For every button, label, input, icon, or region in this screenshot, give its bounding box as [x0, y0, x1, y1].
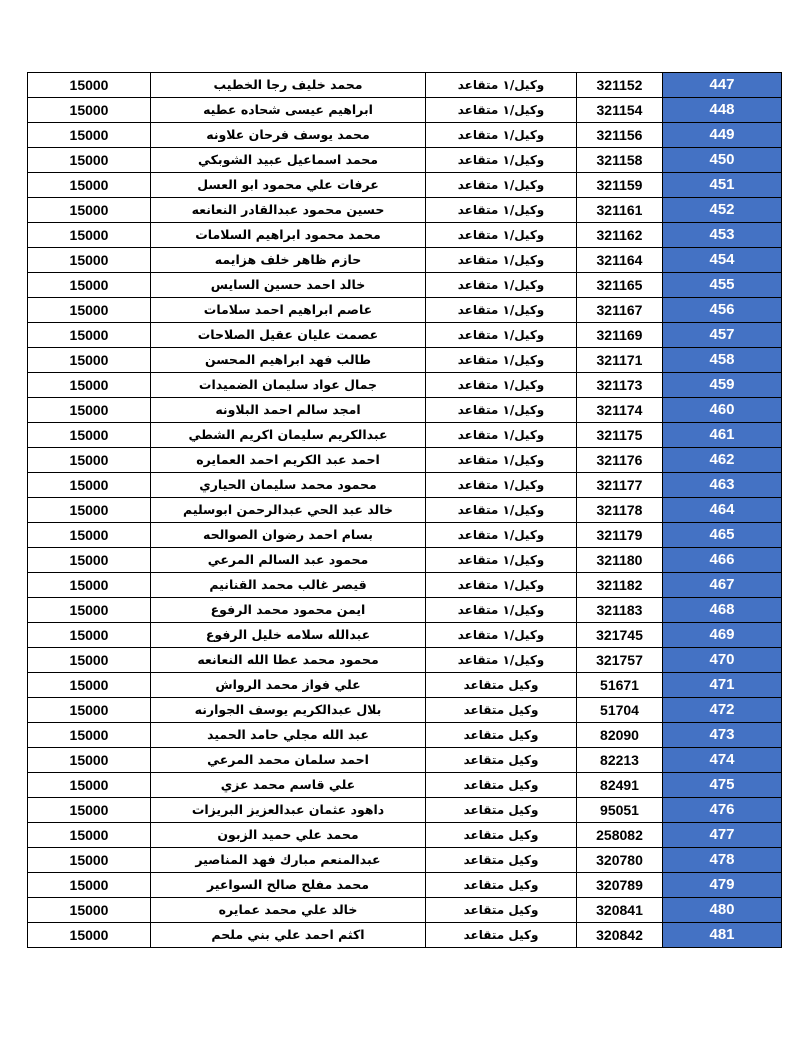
- military-number-cell: 82491: [577, 773, 663, 798]
- military-number-cell: 321183: [577, 598, 663, 623]
- sequence-number-cell: 461: [663, 423, 782, 448]
- name-cell: جمال عواد سليمان الضميدات: [151, 373, 426, 398]
- military-number-cell: 321159: [577, 173, 663, 198]
- rank-cell: وكيل/١ متقاعد: [426, 373, 577, 398]
- sequence-number-cell: 477: [663, 823, 782, 848]
- sequence-number-cell: 459: [663, 373, 782, 398]
- name-cell: عبد الله مجلي حامد الحميد: [151, 723, 426, 748]
- name-cell: علي فواز محمد الرواش: [151, 673, 426, 698]
- military-number-cell: 320842: [577, 923, 663, 948]
- rank-cell: وكيل متقاعد: [426, 848, 577, 873]
- table-row: [28, 398, 782, 423]
- table-row: [28, 698, 782, 723]
- table-row: [28, 523, 782, 548]
- sequence-number-cell: 458: [663, 348, 782, 373]
- table-row: [28, 723, 782, 748]
- sequence-number-cell: 454: [663, 248, 782, 273]
- military-number-cell: 321173: [577, 373, 663, 398]
- military-number-cell: 321171: [577, 348, 663, 373]
- rank-cell: وكيل متقاعد: [426, 923, 577, 948]
- table-row: [28, 298, 782, 323]
- rank-cell: وكيل/١ متقاعد: [426, 123, 577, 148]
- name-cell: ايمن محمود محمد الرفوع: [151, 598, 426, 623]
- amount-cell: 15000: [28, 523, 151, 548]
- sequence-number-cell: 453: [663, 223, 782, 248]
- name-cell: محمود محمد عطا الله النعانعه: [151, 648, 426, 673]
- rank-cell: وكيل متقاعد: [426, 748, 577, 773]
- table-row: [28, 323, 782, 348]
- table-row: [28, 248, 782, 273]
- sequence-number-cell: 471: [663, 673, 782, 698]
- rank-cell: وكيل/١ متقاعد: [426, 423, 577, 448]
- name-cell: علي قاسم محمد عزي: [151, 773, 426, 798]
- amount-cell: 15000: [28, 348, 151, 373]
- amount-cell: 15000: [28, 873, 151, 898]
- rank-cell: وكيل/١ متقاعد: [426, 448, 577, 473]
- sequence-number-cell: 447: [663, 73, 782, 98]
- name-cell: خالد عبد الحي عبدالرحمن ابوسليم: [151, 498, 426, 523]
- military-number-cell: 51671: [577, 673, 663, 698]
- military-number-cell: 321167: [577, 298, 663, 323]
- military-number-cell: 320789: [577, 873, 663, 898]
- name-cell: اكثم احمد علي بني ملحم: [151, 923, 426, 948]
- name-cell: محمود عبد السالم المرعي: [151, 548, 426, 573]
- sequence-number-cell: 448: [663, 98, 782, 123]
- rank-cell: وكيل متقاعد: [426, 673, 577, 698]
- amount-cell: 15000: [28, 298, 151, 323]
- sequence-number-cell: 462: [663, 448, 782, 473]
- sequence-number-cell: 481: [663, 923, 782, 948]
- military-number-cell: 321165: [577, 273, 663, 298]
- rank-cell: وكيل/١ متقاعد: [426, 198, 577, 223]
- rank-cell: وكيل/١ متقاعد: [426, 648, 577, 673]
- table-row: [28, 823, 782, 848]
- amount-cell: 15000: [28, 248, 151, 273]
- amount-cell: 15000: [28, 898, 151, 923]
- military-number-cell: 321158: [577, 148, 663, 173]
- name-cell: عصمت عليان عقيل الصلاحات: [151, 323, 426, 348]
- rank-cell: وكيل/١ متقاعد: [426, 398, 577, 423]
- table-row: [28, 423, 782, 448]
- sequence-number-cell: 456: [663, 298, 782, 323]
- military-number-cell: 82213: [577, 748, 663, 773]
- name-cell: عاصم ابراهيم احمد سلامات: [151, 298, 426, 323]
- military-number-cell: 258082: [577, 823, 663, 848]
- amount-cell: 15000: [28, 123, 151, 148]
- amount-cell: 15000: [28, 573, 151, 598]
- table-row: [28, 848, 782, 873]
- amount-cell: 15000: [28, 223, 151, 248]
- rank-cell: وكيل/١ متقاعد: [426, 173, 577, 198]
- amount-cell: 15000: [28, 148, 151, 173]
- name-cell: بلال عبدالكريم يوسف الجوارنه: [151, 698, 426, 723]
- sequence-number-cell: 470: [663, 648, 782, 673]
- table-row: [28, 748, 782, 773]
- rank-cell: وكيل متقاعد: [426, 723, 577, 748]
- table-row: [28, 773, 782, 798]
- rank-cell: وكيل/١ متقاعد: [426, 273, 577, 298]
- name-cell: عرفات علي محمود ابو العسل: [151, 173, 426, 198]
- name-cell: محمد خليف رجا الخطيب: [151, 73, 426, 98]
- table-row: [28, 73, 782, 98]
- amount-cell: 15000: [28, 798, 151, 823]
- military-number-cell: 321176: [577, 448, 663, 473]
- rank-cell: وكيل/١ متقاعد: [426, 348, 577, 373]
- name-cell: محمد اسماعيل عبيد الشوبكي: [151, 148, 426, 173]
- sequence-number-cell: 468: [663, 598, 782, 623]
- amount-cell: 15000: [28, 848, 151, 873]
- name-cell: خالد علي محمد عمايره: [151, 898, 426, 923]
- name-cell: عبدالله سلامه خليل الرفوع: [151, 623, 426, 648]
- sequence-number-cell: 467: [663, 573, 782, 598]
- amount-cell: 15000: [28, 923, 151, 948]
- rank-cell: وكيل/١ متقاعد: [426, 548, 577, 573]
- name-cell: عبدالكريم سليمان اكريم الشطي: [151, 423, 426, 448]
- name-cell: محمد يوسف فرحان علاونه: [151, 123, 426, 148]
- amount-cell: 15000: [28, 473, 151, 498]
- military-number-cell: 321180: [577, 548, 663, 573]
- rank-cell: وكيل متقاعد: [426, 823, 577, 848]
- table-row: [28, 623, 782, 648]
- name-cell: احمد سلمان محمد المرعي: [151, 748, 426, 773]
- military-number-cell: 321178: [577, 498, 663, 523]
- name-cell: عبدالمنعم مبارك فهد المناصير: [151, 848, 426, 873]
- rank-cell: وكيل/١ متقاعد: [426, 298, 577, 323]
- rank-cell: وكيل/١ متقاعد: [426, 73, 577, 98]
- military-number-cell: 321161: [577, 198, 663, 223]
- sequence-number-cell: 479: [663, 873, 782, 898]
- rank-cell: وكيل/١ متقاعد: [426, 248, 577, 273]
- amount-cell: 15000: [28, 723, 151, 748]
- table-row: [28, 198, 782, 223]
- military-number-cell: 321177: [577, 473, 663, 498]
- amount-cell: 15000: [28, 173, 151, 198]
- rank-cell: وكيل/١ متقاعد: [426, 598, 577, 623]
- rank-cell: وكيل/١ متقاعد: [426, 573, 577, 598]
- table-row: [28, 98, 782, 123]
- sequence-number-cell: 472: [663, 698, 782, 723]
- name-cell: محمد علي حميد الزبون: [151, 823, 426, 848]
- amount-cell: 15000: [28, 198, 151, 223]
- sequence-number-cell: 450: [663, 148, 782, 173]
- military-number-cell: 321179: [577, 523, 663, 548]
- table-row: [28, 448, 782, 473]
- name-cell: حازم ظاهر خلف هزايمه: [151, 248, 426, 273]
- rank-cell: وكيل متقاعد: [426, 698, 577, 723]
- rank-cell: وكيل متقاعد: [426, 898, 577, 923]
- rank-cell: وكيل متقاعد: [426, 773, 577, 798]
- sequence-number-cell: 452: [663, 198, 782, 223]
- military-number-cell: 320780: [577, 848, 663, 873]
- amount-cell: 15000: [28, 673, 151, 698]
- table-row: [28, 873, 782, 898]
- amount-cell: 15000: [28, 498, 151, 523]
- name-cell: محمد محمود ابراهيم السلامات: [151, 223, 426, 248]
- sequence-number-cell: 464: [663, 498, 782, 523]
- name-cell: محمد مفلح صالح السواعير: [151, 873, 426, 898]
- table-row: [28, 273, 782, 298]
- amount-cell: 15000: [28, 273, 151, 298]
- military-number-cell: 82090: [577, 723, 663, 748]
- military-number-cell: 321745: [577, 623, 663, 648]
- military-number-cell: 321757: [577, 648, 663, 673]
- table-row: [28, 798, 782, 823]
- table-row: [28, 223, 782, 248]
- amount-cell: 15000: [28, 323, 151, 348]
- amount-cell: 15000: [28, 98, 151, 123]
- amount-cell: 15000: [28, 773, 151, 798]
- name-cell: طالب فهد ابراهيم المحسن: [151, 348, 426, 373]
- amount-cell: 15000: [28, 598, 151, 623]
- table-body: [28, 73, 782, 948]
- name-cell: قيصر غالب محمد القنانيم: [151, 573, 426, 598]
- amount-cell: 15000: [28, 373, 151, 398]
- sequence-number-cell: 466: [663, 548, 782, 573]
- rank-cell: وكيل متقاعد: [426, 798, 577, 823]
- military-number-cell: 321154: [577, 98, 663, 123]
- sequence-number-cell: 455: [663, 273, 782, 298]
- rank-cell: وكيل/١ متقاعد: [426, 523, 577, 548]
- military-number-cell: 321164: [577, 248, 663, 273]
- name-cell: محمود محمد سليمان الحياري: [151, 473, 426, 498]
- amount-cell: 15000: [28, 548, 151, 573]
- name-cell: حسين محمود عبدالقادر النعانعه: [151, 198, 426, 223]
- amount-cell: 15000: [28, 823, 151, 848]
- military-number-cell: 321152: [577, 73, 663, 98]
- rank-cell: وكيل/١ متقاعد: [426, 223, 577, 248]
- sequence-number-cell: 475: [663, 773, 782, 798]
- sequence-number-cell: 480: [663, 898, 782, 923]
- table-row: [28, 373, 782, 398]
- rank-cell: وكيل/١ متقاعد: [426, 148, 577, 173]
- sequence-number-cell: 451: [663, 173, 782, 198]
- table-row: [28, 923, 782, 948]
- military-number-cell: 321169: [577, 323, 663, 348]
- amount-cell: 15000: [28, 698, 151, 723]
- rank-cell: وكيل/١ متقاعد: [426, 323, 577, 348]
- table-row: [28, 348, 782, 373]
- military-number-cell: 321175: [577, 423, 663, 448]
- rank-cell: وكيل/١ متقاعد: [426, 498, 577, 523]
- amount-cell: 15000: [28, 423, 151, 448]
- sequence-number-cell: 478: [663, 848, 782, 873]
- table-row: [28, 148, 782, 173]
- sequence-number-cell: 476: [663, 798, 782, 823]
- rank-cell: وكيل/١ متقاعد: [426, 98, 577, 123]
- sequence-number-cell: 463: [663, 473, 782, 498]
- table-row: [28, 498, 782, 523]
- table-row: [28, 598, 782, 623]
- name-cell: خالد احمد حسين السايس: [151, 273, 426, 298]
- name-cell: احمد عبد الكريم احمد العمايره: [151, 448, 426, 473]
- table-row: [28, 673, 782, 698]
- amount-cell: 15000: [28, 748, 151, 773]
- table-row: [28, 648, 782, 673]
- military-number-cell: 321174: [577, 398, 663, 423]
- sequence-number-cell: 460: [663, 398, 782, 423]
- military-number-cell: 95051: [577, 798, 663, 823]
- sequence-number-cell: 457: [663, 323, 782, 348]
- sequence-number-cell: 469: [663, 623, 782, 648]
- amount-cell: 15000: [28, 398, 151, 423]
- table-row: [28, 898, 782, 923]
- military-number-cell: 321156: [577, 123, 663, 148]
- table-row: [28, 573, 782, 598]
- sequence-number-cell: 473: [663, 723, 782, 748]
- military-number-cell: 320841: [577, 898, 663, 923]
- table-row: [28, 473, 782, 498]
- amount-cell: 15000: [28, 648, 151, 673]
- rank-cell: وكيل/١ متقاعد: [426, 473, 577, 498]
- name-cell: داهود عثمان عبدالعزيز البريزات: [151, 798, 426, 823]
- retirees-table: [27, 72, 782, 948]
- military-number-cell: 321182: [577, 573, 663, 598]
- rank-cell: وكيل متقاعد: [426, 873, 577, 898]
- table-row: [28, 548, 782, 573]
- name-cell: امجد سالم احمد البلاونه: [151, 398, 426, 423]
- rank-cell: وكيل/١ متقاعد: [426, 623, 577, 648]
- military-number-cell: 321162: [577, 223, 663, 248]
- name-cell: بسام احمد رضوان الصوالحه: [151, 523, 426, 548]
- military-number-cell: 51704: [577, 698, 663, 723]
- table-row: [28, 123, 782, 148]
- amount-cell: 15000: [28, 623, 151, 648]
- sequence-number-cell: 474: [663, 748, 782, 773]
- sequence-number-cell: 465: [663, 523, 782, 548]
- name-cell: ابراهيم عيسى شحاده عطيه: [151, 98, 426, 123]
- amount-cell: 15000: [28, 448, 151, 473]
- table-row: [28, 173, 782, 198]
- sequence-number-cell: 449: [663, 123, 782, 148]
- amount-cell: 15000: [28, 73, 151, 98]
